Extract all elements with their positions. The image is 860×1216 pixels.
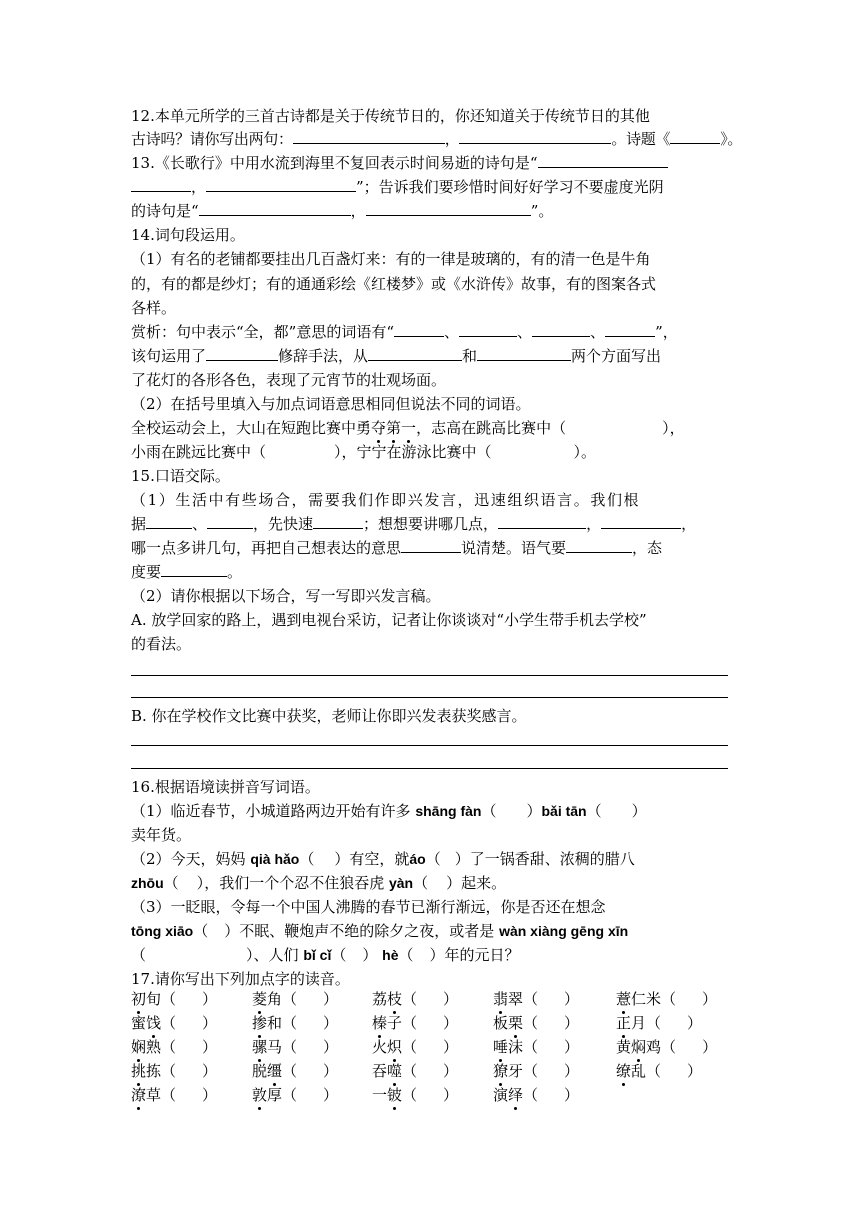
close-paren: ） bbox=[323, 1086, 339, 1104]
answer-blank[interactable] bbox=[206, 345, 278, 361]
pronunciation-item bbox=[252, 1012, 338, 1034]
dotted-character: 焖 bbox=[631, 1038, 647, 1056]
answer-blank[interactable] bbox=[366, 200, 531, 216]
pronunciation-item bbox=[493, 1060, 579, 1082]
close-paren: ） bbox=[202, 1086, 218, 1104]
q14-p1-line2: 的，有的都是纱灯；有的通通彩绘《红楼梦》或《水浒传》故事，有的图案各式 bbox=[131, 275, 657, 293]
word-part: 火 bbox=[372, 1038, 388, 1056]
dotted-character: 挑 bbox=[131, 1062, 147, 1080]
word-part: 脱 bbox=[252, 1062, 268, 1080]
q14-p1-line3: 各样。 bbox=[131, 299, 177, 317]
q14-title: 14.词句段运用。 bbox=[131, 226, 245, 244]
word-part: 旬 bbox=[146, 990, 162, 1008]
word-part: 牙 bbox=[508, 1062, 524, 1080]
close-paren: ） bbox=[202, 1062, 218, 1080]
q17-title: 17.请你写出下列加点字的读音。 bbox=[131, 970, 350, 988]
writing-line[interactable] bbox=[131, 675, 728, 676]
answer-blank[interactable] bbox=[313, 513, 363, 529]
dotted-character: 缭 bbox=[616, 1062, 632, 1080]
writing-line[interactable] bbox=[131, 768, 728, 769]
dotted-character: 初 bbox=[131, 990, 147, 1008]
pronunciation-item bbox=[616, 1060, 702, 1082]
q15-b-line1: B. 你在学校作文比赛中获奖，老师让你即兴发表获奖感言。 bbox=[131, 707, 527, 725]
open-paren: （ bbox=[282, 1062, 298, 1080]
word-part: 熟 bbox=[146, 1038, 162, 1056]
q16-p1-line1: （1）临近春节，小城道路两边开始有许多 shāng fàn（ ）bǎi tān（ ） bbox=[131, 802, 647, 820]
dotted-character: 骡 bbox=[252, 1038, 268, 1056]
word-part: 马 bbox=[267, 1038, 283, 1056]
close-paren: ） bbox=[564, 1062, 580, 1080]
dotted-character: 榛 bbox=[372, 1014, 388, 1032]
pronunciation-item bbox=[616, 1012, 702, 1034]
word-part: 拣 bbox=[146, 1062, 162, 1080]
q15-title: 15.口语交际。 bbox=[131, 467, 230, 485]
writing-line[interactable] bbox=[131, 697, 728, 698]
dotted-character: 菱 bbox=[252, 990, 268, 1008]
close-paren: ） bbox=[443, 990, 459, 1008]
pronunciation-item bbox=[131, 1012, 217, 1034]
pronunciation-item bbox=[372, 1012, 458, 1034]
dotted-character: 獠 bbox=[493, 1062, 509, 1080]
close-paren: ） bbox=[323, 990, 339, 1008]
open-paren: （ bbox=[402, 1014, 418, 1032]
answer-blank[interactable] bbox=[498, 513, 586, 529]
word-part: 和 bbox=[267, 1014, 283, 1032]
answer-blank[interactable] bbox=[394, 321, 444, 337]
pronunciation-item bbox=[616, 1036, 717, 1058]
close-paren: ） bbox=[323, 1038, 339, 1056]
pronunciation-item bbox=[493, 1084, 579, 1106]
dotted-character: 缰 bbox=[267, 1062, 283, 1080]
q13-line2: ， ”；告诉我们要珍惜时间好好学习不要虚度光阴 bbox=[131, 176, 664, 198]
open-paren: （ bbox=[402, 990, 418, 1008]
dotted-character: 娴 bbox=[131, 1038, 147, 1056]
dotted-character: 炽 bbox=[387, 1038, 403, 1056]
q15-p1-line4: 度要 。 bbox=[131, 563, 243, 581]
word-part: 月 bbox=[631, 1014, 647, 1032]
open-paren: （ bbox=[161, 990, 177, 1008]
q15-p1-line1: （1）生活中有些场合，需要我们作即兴发言，迅速组织语言。我们根 bbox=[131, 491, 641, 509]
close-paren: ） bbox=[443, 1014, 459, 1032]
dotted-character: 枝 bbox=[387, 990, 403, 1008]
pronunciation-item bbox=[131, 1060, 217, 1082]
q14-p2-line3: 小雨在跳远比赛中（ ），宁宁在游泳比赛中（ ）。 bbox=[131, 443, 597, 461]
close-paren: ） bbox=[323, 1014, 339, 1032]
open-paren: （ bbox=[646, 1062, 662, 1080]
pronunciation-item bbox=[372, 1084, 458, 1106]
q16-p1-line2: 卖年货。 bbox=[131, 826, 192, 844]
q16-p2-line1: （2）今天，妈妈 qià hǎo（ ）有空，就áo（ ）了一锅香甜、浓稠的腊八 bbox=[131, 850, 635, 868]
dotted-character: 绎 bbox=[508, 1086, 524, 1104]
pronunciation-item bbox=[493, 1012, 579, 1034]
close-paren: ） bbox=[443, 1086, 459, 1104]
close-paren: ） bbox=[702, 990, 718, 1008]
open-paren: （ bbox=[523, 1014, 539, 1032]
dotted-character: 敦 bbox=[252, 1086, 268, 1104]
close-paren: ） bbox=[564, 1014, 580, 1032]
answer-blank[interactable] bbox=[601, 513, 681, 529]
pronunciation-item bbox=[131, 1084, 217, 1106]
answer-blank[interactable] bbox=[161, 561, 227, 577]
close-paren: ） bbox=[702, 1038, 718, 1056]
dotted-character: 饯 bbox=[146, 1014, 162, 1032]
dotted-character: 栗 bbox=[508, 1014, 524, 1032]
q12-line2: 古诗吗？请你写出两句： ， 。诗题《 》。 bbox=[131, 130, 743, 148]
answer-blank[interactable] bbox=[401, 537, 461, 553]
word-part: 黄 bbox=[616, 1038, 632, 1056]
word-part: 子 bbox=[387, 1014, 403, 1032]
answer-blank[interactable] bbox=[605, 321, 655, 337]
close-paren: ） bbox=[443, 1062, 459, 1080]
open-paren: （ bbox=[282, 990, 298, 1008]
close-paren: ） bbox=[443, 1038, 459, 1056]
word-part: 板 bbox=[493, 1014, 509, 1032]
pronunciation-item bbox=[493, 988, 579, 1010]
open-paren: （ bbox=[523, 1062, 539, 1080]
answer-blank[interactable] bbox=[477, 345, 571, 361]
answer-blank[interactable] bbox=[368, 345, 462, 361]
close-paren: ） bbox=[687, 1014, 703, 1032]
close-paren: ） bbox=[323, 1062, 339, 1080]
answer-blank[interactable] bbox=[131, 176, 191, 192]
close-paren: ） bbox=[202, 990, 218, 1008]
dotted-character: 铍 bbox=[387, 1086, 403, 1104]
open-paren: （ bbox=[523, 1086, 539, 1104]
pronunciation-item bbox=[493, 1036, 579, 1058]
pronunciation-item bbox=[131, 1036, 217, 1058]
q15-p2-line1: （2）请你根据以下场合，写一写即兴发言稿。 bbox=[131, 587, 441, 605]
open-paren: （ bbox=[646, 1014, 662, 1032]
q14-p1-line6: 了花灯的各形各色，表现了元宵节的壮观场面。 bbox=[131, 371, 447, 389]
open-paren: （ bbox=[282, 1038, 298, 1056]
answer-blank[interactable] bbox=[206, 176, 356, 192]
open-paren: （ bbox=[161, 1086, 177, 1104]
pronunciation-item bbox=[616, 988, 717, 1010]
q13-line1: 13.《长歌行》中用水流到海里不复回表示时间易逝的诗句是“ bbox=[131, 152, 668, 174]
open-paren: （ bbox=[402, 1086, 418, 1104]
q14-p1-line4: 赏析：句中表示“全，都”意思的词语有“ 、 、 、 ”， bbox=[131, 323, 678, 341]
dotted-character: 噬 bbox=[387, 1062, 403, 1080]
word-part: 荔 bbox=[372, 990, 388, 1008]
answer-blank[interactable] bbox=[199, 200, 351, 216]
q15-p1-line2: 据 、 ，先快速 ；想想要讲哪几点， ， ， bbox=[131, 515, 697, 533]
close-paren: ） bbox=[202, 1014, 218, 1032]
open-paren: （ bbox=[282, 1086, 298, 1104]
dotted-character: 翡 bbox=[493, 990, 509, 1008]
q12-line1: 12.本单元所学的三首古诗都是关于传统节日的，你还知道关于传统节日的其他 bbox=[131, 107, 650, 125]
pronunciation-item bbox=[131, 988, 217, 1010]
pronunciation-item bbox=[372, 988, 458, 1010]
open-paren: （ bbox=[661, 1038, 677, 1056]
open-paren: （ bbox=[161, 1062, 177, 1080]
word-part: 仁米 bbox=[631, 990, 662, 1008]
pronunciation-item bbox=[372, 1036, 458, 1058]
open-paren: （ bbox=[402, 1038, 418, 1056]
answer-blank[interactable] bbox=[538, 152, 668, 168]
word-part: 演 bbox=[493, 1086, 509, 1104]
q14-p2-line2: 全校运动会上，大山在短跑比赛中勇夺第一，志高在跳高比赛中（ ）， bbox=[131, 419, 685, 437]
dotted-character: 唾 bbox=[493, 1038, 509, 1056]
q16-p2-line2: zhōu（ ），我们一个个忍不住狼吞虎 yàn（ ）起来。 bbox=[131, 874, 507, 892]
q16-p3-line1: （3）一眨眼，令每一个中国人沸腾的春节已渐行渐远，你是否还在想念 bbox=[131, 898, 606, 916]
open-paren: （ bbox=[161, 1014, 177, 1032]
word-part: 一 bbox=[372, 1086, 388, 1104]
writing-line[interactable] bbox=[131, 745, 728, 746]
pronunciation-item bbox=[372, 1060, 458, 1082]
answer-blank[interactable] bbox=[146, 513, 192, 529]
pronunciation-item bbox=[252, 1084, 338, 1106]
word-part: 厚 bbox=[267, 1086, 283, 1104]
word-part: 翠 bbox=[508, 990, 524, 1008]
word-part: 乱 bbox=[631, 1062, 647, 1080]
answer-blank[interactable] bbox=[459, 321, 517, 337]
answer-blank[interactable] bbox=[293, 128, 445, 144]
q15-p1-line3: 哪一点多讲几句，再把自己想表达的意思 说清楚。语气要 ，态 bbox=[131, 539, 663, 557]
word-part: 沫 bbox=[508, 1038, 524, 1056]
close-paren: ） bbox=[202, 1038, 218, 1056]
answer-blank[interactable] bbox=[566, 537, 632, 553]
close-paren: ） bbox=[687, 1062, 703, 1080]
close-paren: ） bbox=[564, 990, 580, 1008]
open-paren: （ bbox=[661, 990, 677, 1008]
q16-p3-line3: （ ）、人们 bǐ cǐ（ ） hè（ ）年的元日？ bbox=[131, 946, 520, 964]
q13-line3: 的诗句是“ ， ”。 bbox=[131, 202, 554, 220]
pronunciation-item bbox=[252, 988, 338, 1010]
q16-title: 16.根据语境读拼音写词语。 bbox=[131, 778, 320, 796]
answer-blank[interactable] bbox=[207, 513, 253, 529]
close-paren: ） bbox=[564, 1086, 580, 1104]
dotted-character: 潦 bbox=[131, 1086, 147, 1104]
open-paren: （ bbox=[402, 1062, 418, 1080]
q14-p1-line1: （1）有名的老铺都要挂出几百盏灯来：有的一律是玻璃的，有的清一色是牛角 bbox=[131, 250, 651, 268]
pronunciation-item bbox=[252, 1036, 338, 1058]
answer-blank[interactable] bbox=[532, 321, 590, 337]
q15-a-line1: A. 放学回家的路上，遇到电视台采访，记者让你谈谈对“小学生带手机去学校” bbox=[131, 611, 647, 629]
dotted-character: 薏 bbox=[616, 990, 632, 1008]
open-paren: （ bbox=[161, 1038, 177, 1056]
answer-blank[interactable] bbox=[670, 128, 720, 144]
q14-p1-line5: 该句运用了 修辞手法，从 和 两个方面写出 bbox=[131, 347, 662, 365]
pronunciation-item bbox=[252, 1060, 338, 1082]
q16-p3-line2: tōng xiāo（ ）不眠、鞭炮声不绝的除夕之夜，或者是 wàn xiàng gēng xīn bbox=[131, 922, 629, 940]
q15-a-line2: 的看法。 bbox=[131, 635, 192, 653]
dotted-character: 掺 bbox=[252, 1014, 268, 1032]
answer-blank[interactable] bbox=[459, 128, 611, 144]
open-paren: （ bbox=[523, 990, 539, 1008]
close-paren: ） bbox=[564, 1038, 580, 1056]
word-part: 角 bbox=[267, 990, 283, 1008]
word-part: 吞 bbox=[372, 1062, 388, 1080]
open-paren: （ bbox=[523, 1038, 539, 1056]
word-part: 鸡 bbox=[646, 1038, 662, 1056]
dotted-character: 正 bbox=[616, 1014, 632, 1032]
word-part: 蜜 bbox=[131, 1014, 147, 1032]
open-paren: （ bbox=[282, 1014, 298, 1032]
q14-p2-line1: （2）在括号里填入与加点词语意思相同但说法不同的词语。 bbox=[131, 395, 531, 413]
word-part: 草 bbox=[146, 1086, 162, 1104]
